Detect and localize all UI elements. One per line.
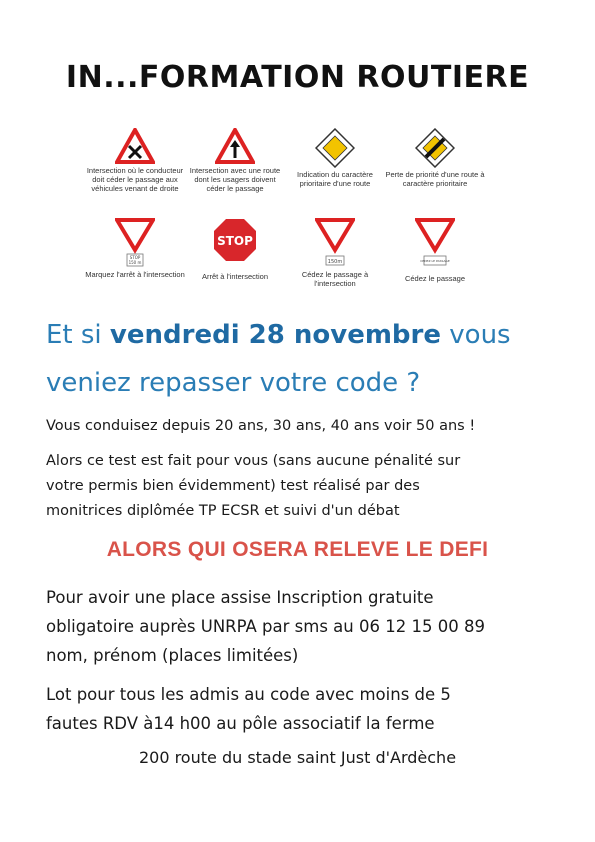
paragraph-registration-l1: Pour avoir une place assise Inscription gratuite [46,588,434,607]
heading-line-2: veniez repasser votre code ? [46,368,421,398]
sign-8: CEDEZ LE PASSAGE Cédez le passage [385,218,485,283]
svg-text:STOP: STOP [217,234,253,248]
svg-text:150m: 150m [327,259,343,265]
paragraph-experience: Vous conduisez depuis 20 ans, 30 ans, 40 ans voir 50 ans ! [46,418,476,434]
priority-road-icon [315,128,355,168]
sign-4: Perte de priorité d'une route à caractère prioritaire [385,128,485,188]
paragraph-prize-l1: Lot pour tous les admis au code avec moins de 5 [46,685,451,704]
stop-sign-icon [213,218,257,262]
yield-distance-icon [115,218,155,268]
warning-priority-road-icon [215,128,255,164]
svg-text:STOP: STOP [129,255,141,260]
svg-text:150 m: 150 m [128,260,142,265]
paragraph-registration-l3: nom, prénom (places limitées) [46,646,299,665]
sign-2: Intersection avec une route dont les usagers doivent céder le passage [185,128,285,193]
heading-line-1: Et si vendredi 28 novembre vous [46,320,511,350]
paragraph-test-l2: votre permis bien évidemment) test réalisé par des [46,478,420,494]
challenge-heading: ALORS QUI OSERA RELEVE LE DEFI [106,538,489,561]
sign-5: STOP 150 m Marquez l'arrêt à l'intersection [85,218,185,279]
paragraph-test-l3: monitrices diplômée TP ECSR et suivi d'un débat [46,503,400,519]
end-priority-road-icon [415,128,455,168]
sign-3: Indication du caractère prioritaire d'une route [285,128,385,188]
paragraph-registration-l2: obligatoire auprès UNRPA par sms au 06 12 15 00 89 [46,617,485,636]
paragraph-test-l1: Alors ce test est fait pour vous (sans aucune pénalité sur [46,453,461,469]
warning-cross-intersection-icon [115,128,155,164]
paragraph-prize-l2: fautes RDV à14 h00 au pôle associatif la ferme [46,714,435,733]
road-signs-grid [85,128,485,298]
sign-7: 150m Cédez le passage à l'intersection [285,218,385,288]
sign-1: Intersection où le conducteur doit céder le passage aux véhicules venant de droite [85,128,185,193]
address: 200 route du stade saint Just d'Ardèche [138,748,457,767]
page-title: IN...FORMATION ROUTIERE [65,60,530,95]
svg-text:CEDEZ LE PASSAGE: CEDEZ LE PASSAGE [420,259,450,263]
yield-sign-icon [415,218,455,268]
sign-6: STOP Arrêt à l'intersection [185,218,285,281]
yield-150m-icon [315,218,355,268]
